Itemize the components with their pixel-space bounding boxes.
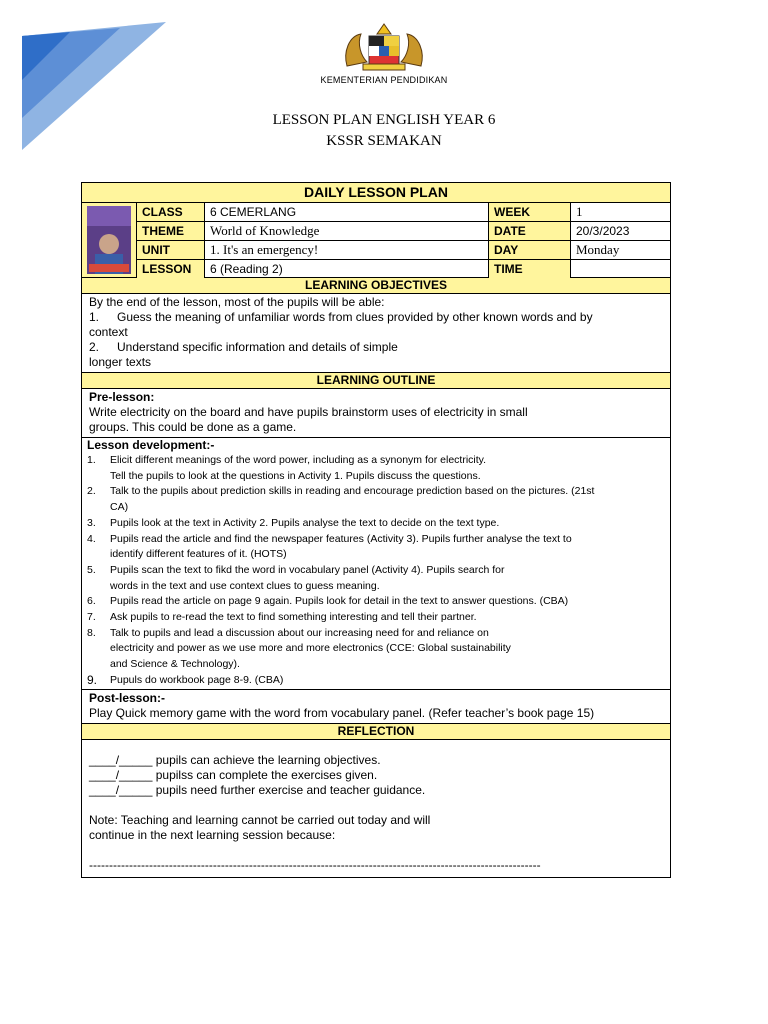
lesson-development-section <box>82 438 670 690</box>
info-row-unit <box>137 241 670 260</box>
objective-continuation: context <box>89 325 128 339</box>
step-number: 9. <box>87 672 98 687</box>
step-number: 2. <box>87 485 96 498</box>
pre-lesson-label: Pre-lesson: <box>89 390 155 404</box>
step-item <box>87 484 663 515</box>
step-item <box>87 610 663 626</box>
objective-number: 1. <box>89 310 100 324</box>
step-text: Pupils read the article and find the newspaper features (Activity 3). Pupils further analyse the text to <box>110 532 572 545</box>
info-row-theme <box>137 222 670 241</box>
step-text: Ask pupils to re-read the text to find something interesting and tell their partner. <box>110 611 477 624</box>
step-text: Talk to pupils and lead a discussion about our increasing need for and reliance on <box>110 626 489 639</box>
lesson-plan-table <box>81 182 671 878</box>
step-text: Pupils scan the text to fikd the word in vocabulary panel (Activity 4). Pupils search for <box>110 563 505 576</box>
pre-lesson-text: Write electricity on the board and have pupils brainstorm uses of electricity in small <box>89 405 528 419</box>
objective-item <box>89 310 663 325</box>
document-subtitle: KSSR SEMAKAN <box>326 133 442 149</box>
day-label: DAY <box>489 241 571 259</box>
step-text: Pupils look at the text in Activity 2. Pupils analyse the text to decide on the text type. <box>110 516 500 529</box>
step-number: 7. <box>87 611 96 624</box>
unit-label: UNIT <box>137 241 205 259</box>
objective-text: Understand specific information and details of simple <box>117 340 398 354</box>
unit-value: 1. It's an emergency! <box>205 241 489 259</box>
objective-continuation: longer texts <box>89 355 152 369</box>
step-item <box>87 563 663 594</box>
step-text: Pupuls do workbook page 8-9. (CBA) <box>110 673 284 686</box>
objectives-section <box>82 294 670 373</box>
pre-lesson-section <box>82 389 670 438</box>
step-text: Tell the pupils to look at the questions in Activity 1. Pupils discuss the questions. <box>110 469 481 482</box>
pre-lesson-text: groups. This could be done as a game. <box>89 420 297 434</box>
lesson-value: 6 (Reading 2) <box>205 260 489 278</box>
step-text: identify different features of it. (HOTS) <box>110 548 287 561</box>
step-number: 4. <box>87 532 96 545</box>
ministry-crest <box>0 22 768 85</box>
document-title: LESSON PLAN ENGLISH YEAR 6 <box>272 112 496 128</box>
objective-number: 2. <box>89 340 100 354</box>
reflection-note: Note: Teaching and learning cannot be carried out today and will <box>89 812 431 827</box>
step-number: 3. <box>87 516 96 529</box>
textbook-cover <box>82 203 137 277</box>
week-label: WEEK <box>489 203 571 221</box>
lesson-label: LESSON <box>137 260 205 278</box>
reflection-dashes: ----------------------------------------------------------------------------------------------------------------- <box>89 857 541 872</box>
week-value: 1 <box>576 204 583 219</box>
step-item <box>87 453 663 484</box>
theme-label: THEME <box>137 222 205 240</box>
step-item <box>87 594 663 610</box>
class-value: 6 CEMERLANG <box>205 203 489 221</box>
reflection-section <box>82 740 670 877</box>
step-text: and Science & Technology). <box>110 658 240 671</box>
time-value <box>571 260 670 278</box>
reflection-line: ____/_____ pupils can achieve the learning objectives. <box>89 752 381 767</box>
info-row-lesson <box>137 260 670 278</box>
info-grid <box>137 203 670 277</box>
step-item <box>87 673 663 689</box>
step-text: electricity and power as we use more and more electronics (CCE: Global sustainability <box>110 642 511 655</box>
objective-item <box>89 340 663 355</box>
ministry-label: KEMENTERIAN PENDIDIKAN <box>320 75 448 85</box>
objectives-title: LEARNING OBJECTIVES <box>82 278 670 294</box>
post-lesson-label: Post-lesson:- <box>89 690 166 705</box>
post-lesson-text: Play Quick memory game with the word from vocabulary panel. (Refer teacher’s book page 15) <box>89 705 595 720</box>
time-label: TIME <box>489 260 571 278</box>
step-item <box>87 516 663 532</box>
objectives-intro: By the end of the lesson, most of the pupils will be able: <box>89 295 385 309</box>
reflection-title: REFLECTION <box>82 724 670 740</box>
step-item <box>87 532 663 563</box>
step-number: 1. <box>87 454 96 466</box>
post-lesson-section <box>82 690 670 724</box>
reflection-note: continue in the next learning session because: <box>89 827 336 842</box>
step-number: 5. <box>87 563 96 576</box>
step-text: Pupils read the article on page 9 again. Pupils look for detail in the text to answer questions. (CBA) <box>110 595 569 608</box>
theme-value: World of Knowledge <box>205 222 489 240</box>
step-number: 8. <box>87 626 96 639</box>
step-number: 6. <box>87 595 96 608</box>
reflection-line: ____/_____ pupilss can complete the exercises given. <box>89 767 378 782</box>
date-label: DATE <box>489 222 571 240</box>
info-row-class <box>137 203 670 222</box>
step-text: Elicit different meanings of the word power, including as a synonym for electricity. <box>110 454 487 466</box>
day-value: Monday <box>576 242 620 257</box>
objective-text: Guess the meaning of unfamiliar words from clues provided by other known words and by <box>117 310 593 324</box>
step-text: words in the text and use context clues to guess meaning. <box>110 579 380 592</box>
reflection-line: ____/_____ pupils need further exercise and teacher guidance. <box>89 782 426 797</box>
class-label: CLASS <box>137 203 205 221</box>
lesson-info <box>82 203 670 278</box>
plan-title: DAILY LESSON PLAN <box>82 183 670 203</box>
step-text: CA) <box>110 501 129 514</box>
step-item <box>87 626 663 673</box>
coat-of-arms-icon <box>339 22 429 74</box>
outline-title: LEARNING OUTLINE <box>82 373 670 389</box>
lesson-development-label: Lesson development:- <box>87 438 215 452</box>
textbook-cover-icon <box>87 206 131 274</box>
step-text: Talk to the pupils about prediction skills in reading and encourage prediction based on the pictures. (21st <box>110 485 595 498</box>
date-value: 20/3/2023 <box>576 224 630 238</box>
